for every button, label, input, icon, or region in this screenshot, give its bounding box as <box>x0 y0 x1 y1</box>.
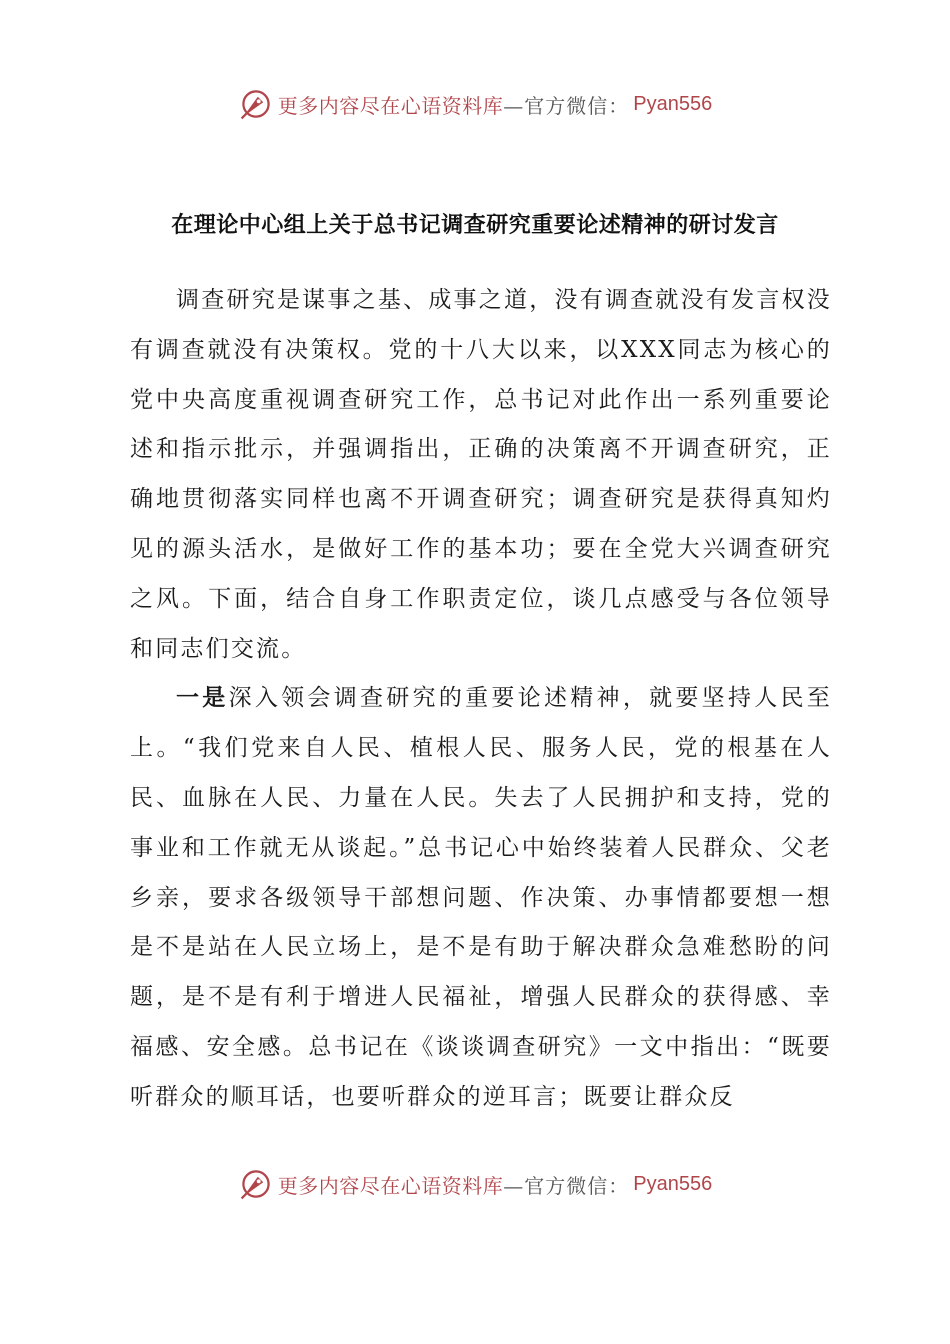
paragraph-text: 调查研究是谋事之基、成事之道，没有调查就没有发言权没有调查就没有决策权。党的十八大以来，以XXX同志为核心的党中央高度重视调查研究工作，总书记对此作出一系列重要论述和指示批示，并强调指出，正确的决策离不开调查研究，正确地贯彻落实同样也离不开调查研究；调查研究是获得真知灼见的源头活水，是做好工作的基本功；要在全党大兴调查研究之风。下面，结合自身工作职责定位，谈几点感受与各位领导和同志们交流。 <box>130 287 832 662</box>
pen-nib-logo-icon <box>238 1166 274 1202</box>
document-title: 在理论中心组上关于总书记调查研究重要论述精神的研讨发言 <box>171 213 779 238</box>
paragraph-text: 深入领会调查研究的重要论述精神，就要坚持人民至上。“我们党来自人民、植根人民、服务人民，党的根基在人民、血脉在人民、力量在人民。失去了人民拥护和支持，党的事业和工作就无从谈起。”总书记心中始终装着人民群众、父老乡亲，要求各级领导干部想问题、作决策、办事情都要想一想是不是站在人民立场上，是不是有助于解决群众急难愁盼的问题，是不是有利于增进人民福祉，增强人民群众的获得感、幸福感、安全感。总书记在《谈谈调查研究》一文中指出：“既要听群众的顺耳话，也要听群众的逆耳言；既要让群众反 <box>130 685 832 1110</box>
paragraph-intro <box>130 276 832 674</box>
document-body <box>130 276 832 1123</box>
banner-sub-text: —官方微信： <box>503 1173 630 1198</box>
paragraph-point-one <box>130 674 832 1122</box>
pen-nib-logo-icon <box>238 86 274 122</box>
paragraph-lead: 一是 <box>176 685 229 712</box>
banner-main-text: 更多内容尽在心语资料库 <box>277 1173 504 1198</box>
banner-main-text: 更多内容尽在心语资料库 <box>277 93 504 118</box>
footer-banner <box>0 1164 950 1204</box>
banner-wechat-id: Pyan556 <box>633 1172 713 1195</box>
header-banner <box>0 84 950 124</box>
banner-sub-text: —官方微信： <box>503 93 630 118</box>
banner-wechat-id: Pyan556 <box>633 92 713 115</box>
